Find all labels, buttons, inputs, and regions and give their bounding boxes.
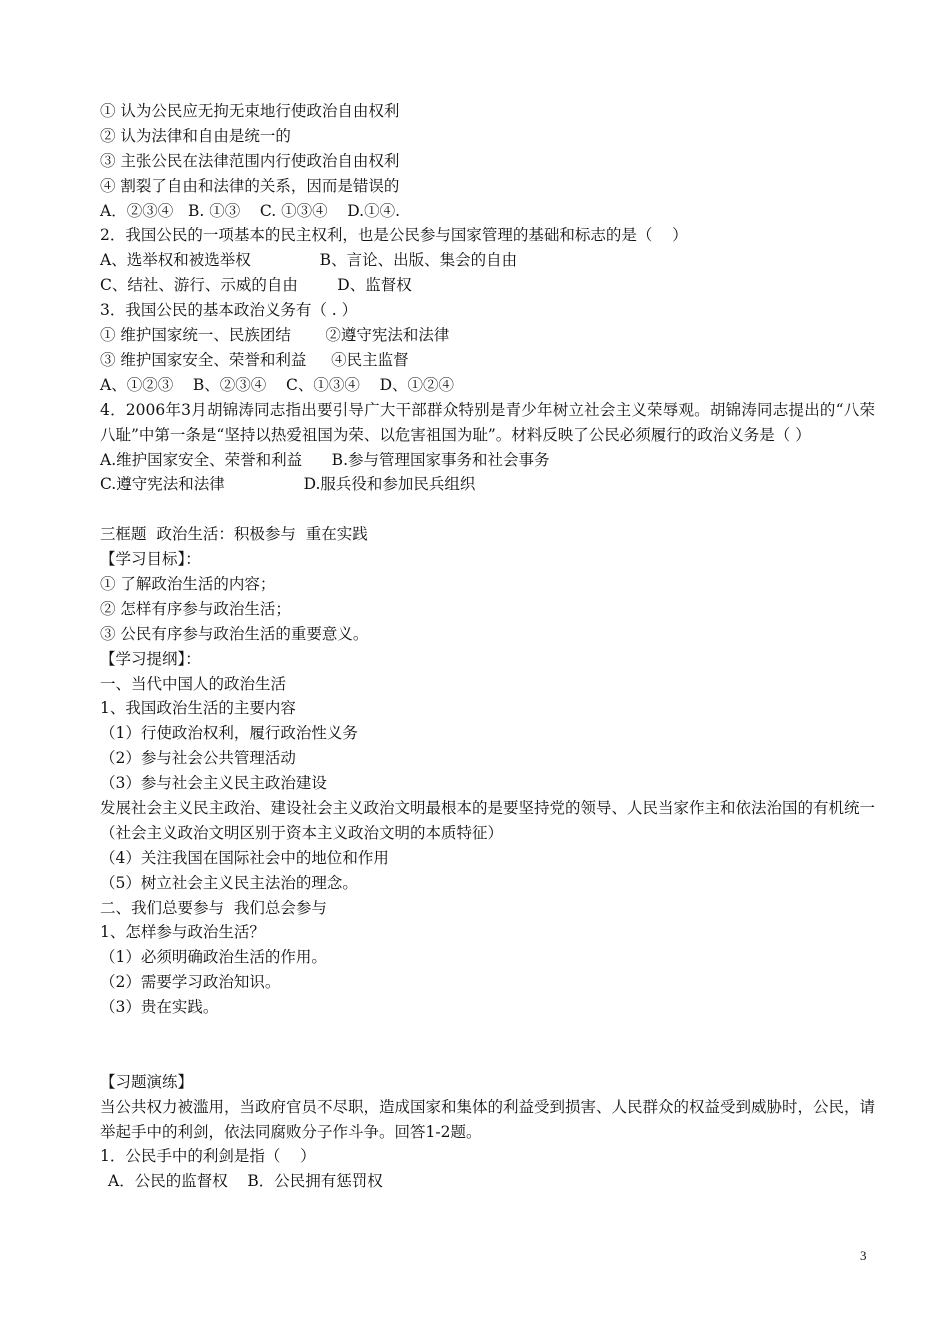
goal-item: ② 怎样有序参与政治生活； <box>100 599 291 618</box>
answer-choices: A、①②③ B、②③④ C、①③④ D、①②④ <box>100 375 454 394</box>
section-title: 三框题 政治生活：积极参与 重在实践 <box>100 525 368 544</box>
spacer <box>100 1020 875 1045</box>
goal-item: ③ 公民有序参与政治生活的重要意义。 <box>100 624 369 643</box>
outline-item: （社会主义政治文明区别于资本主义政治文明的本质特征） <box>100 823 504 842</box>
outline-item: （3）参与社会主义民主政治建设 <box>100 774 327 793</box>
heading-outline: 【学习提纲】： <box>100 649 201 668</box>
option-line: ① 认为公民应无拘无束地行使政治自由权利 <box>100 102 400 120</box>
option-line: ③ 维护国家安全、荣誉和利益 ④民主监督 <box>100 350 409 369</box>
outline-item: （1）行使政治权利，履行政治性义务 <box>100 724 358 743</box>
spacer <box>100 497 875 522</box>
outline-item: （1）必须明确政治生活的作用。 <box>100 948 327 967</box>
option-line: ④ 割裂了自由和法律的关系，因而是错误的 <box>100 176 400 195</box>
exercise-block <box>100 1070 875 1194</box>
answer-choices: A.维护国家安全、荣誉和利益 B.参与管理国家事务和社会事务 <box>100 450 550 469</box>
outline-heading: 一、当代中国人的政治生活 <box>100 674 287 693</box>
answer-choices: A．②③④ B. ①③ C. ①③④ D.①④. <box>100 201 401 220</box>
outline-paragraph: 发展社会主义民主政治、建设社会主义政治文明最根本的是要坚持党的领导、人民当家作主和依法治国的有机统一 <box>100 798 876 817</box>
question-block-1 <box>100 99 875 497</box>
answer-choices: A．公民的监督权 B．公民拥有惩罚权 <box>108 1172 383 1191</box>
spacer <box>100 1045 875 1070</box>
page-number: 3 <box>860 1248 867 1263</box>
outline-subheading: 1、怎样参与政治生活？ <box>100 923 265 942</box>
heading-exercises: 【习题演练】 <box>100 1072 194 1091</box>
outline-heading: 二、我们总要参与 我们总会参与 <box>100 898 327 917</box>
question-3: 3．我国公民的基本政治义务有（ . ） <box>100 301 358 320</box>
exercise-question-1: 1．公民手中的利剑是指（ ） <box>100 1147 316 1166</box>
lesson-outline <box>100 522 875 1020</box>
answer-choices: A、选举权和被选举权 B、言论、出版、集会的自由 <box>100 251 518 270</box>
goal-item: ① 了解政治生活的内容； <box>100 574 276 593</box>
outline-item: （4）关注我国在国际社会中的地位和作用 <box>100 848 389 867</box>
document-page <box>100 99 875 1194</box>
answer-choices: C.遵守宪法和法律 D.服兵役和参加民兵组织 <box>100 475 476 494</box>
question-4: 4．2006年3月胡锦涛同志指出要引导广大干部群众特别是青少年树立社会主义荣辱观。胡锦涛同志提出的“八荣八耻”中第一条是“坚持以热爱祖国为荣、以危害祖国为耻”。材料反映了公民必须履行的政治义务是（ ） <box>100 400 875 444</box>
outline-item: （5）树立社会主义民主法治的理念。 <box>100 873 358 892</box>
outline-item: （2）参与社会公共管理活动 <box>100 749 296 768</box>
option-line: ① 维护国家统一、民族团结 ②遵守宪法和法律 <box>100 326 450 345</box>
answer-choices: C、结社、游行、示威的自由 D、监督权 <box>100 276 412 295</box>
outline-subheading: 1、我国政治生活的主要内容 <box>100 699 296 718</box>
option-line: ③ 主张公民在法律范围内行使政治自由权利 <box>100 151 400 170</box>
question-2: 2．我国公民的一项基本的民主权利，也是公民参与国家管理的基础和标志的是（ ） <box>100 226 688 245</box>
option-line: ② 认为法律和自由是统一的 <box>100 126 291 145</box>
heading-learning-goals: 【学习目标】： <box>100 550 201 569</box>
outline-item: （3）贵在实践。 <box>100 998 219 1017</box>
exercise-paragraph: 当公共权力被滥用，当政府官员不尽职，造成国家和集体的利益受到损害、人民群众的权益受到威胁时，公民，请举起手中的利剑，依法同腐败分子作斗争。回答1-2题。 <box>100 1097 876 1141</box>
outline-item: （2）需要学习政治知识。 <box>100 973 281 992</box>
